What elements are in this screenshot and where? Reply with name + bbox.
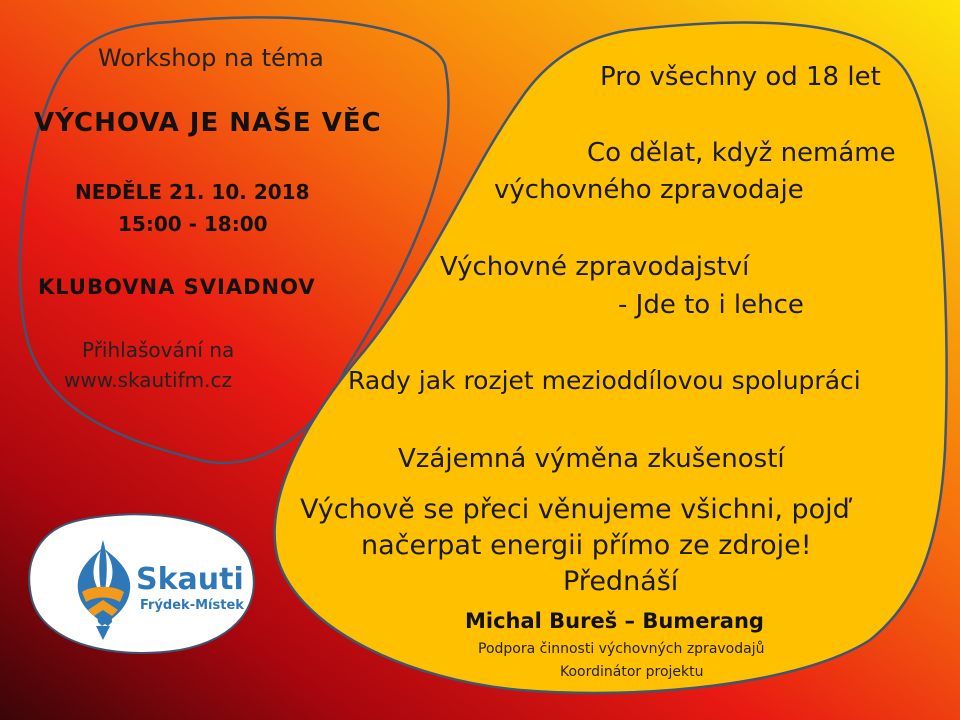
speaker-role-2: Koordinátor projektu <box>560 664 704 680</box>
speaker-label: Přednáší <box>563 566 679 597</box>
invite-line-2: načerpat energii přímo ze zdroje! <box>361 530 812 561</box>
invite-line-1: Výchově se přeci věnujeme všichni, pojď <box>300 494 850 525</box>
topic-1-line-1: Co dělat, když nemáme <box>587 138 896 168</box>
signup-url[interactable]: www.skautifm.cz <box>64 368 232 392</box>
audience: Pro všechny od 18 let <box>600 62 881 92</box>
logo-name: Skauti <box>136 562 244 597</box>
speaker-name: Michal Bureš – Bumerang <box>465 609 764 633</box>
workshop-title: VÝCHOVA JE NAŠE VĚC <box>34 108 382 138</box>
event-place: KLUBOVNA SVIADNOV <box>38 275 316 299</box>
topic-2-line-1: Výchovné zpravodajství <box>440 252 750 282</box>
event-date: NEDĚLE 21. 10. 2018 <box>75 180 310 204</box>
workshop-intro: Workshop na téma <box>98 44 324 72</box>
logo-city: Frýdek-Místek <box>140 598 244 613</box>
topic-2-line-2: - Jde to i lehce <box>618 290 804 320</box>
topic-1-line-2: výchovného zpravodaje <box>494 175 804 205</box>
topic-3: Rady jak rozjet mezioddílovou spolupráci <box>348 366 861 395</box>
topic-4: Vzájemná výměna zkušeností <box>398 444 785 474</box>
speaker-role-1: Podpora činnosti výchovných zpravodajů <box>478 641 765 657</box>
event-time: 15:00 - 18:00 <box>118 212 268 236</box>
signup-label: Přihlašování na <box>82 338 235 362</box>
